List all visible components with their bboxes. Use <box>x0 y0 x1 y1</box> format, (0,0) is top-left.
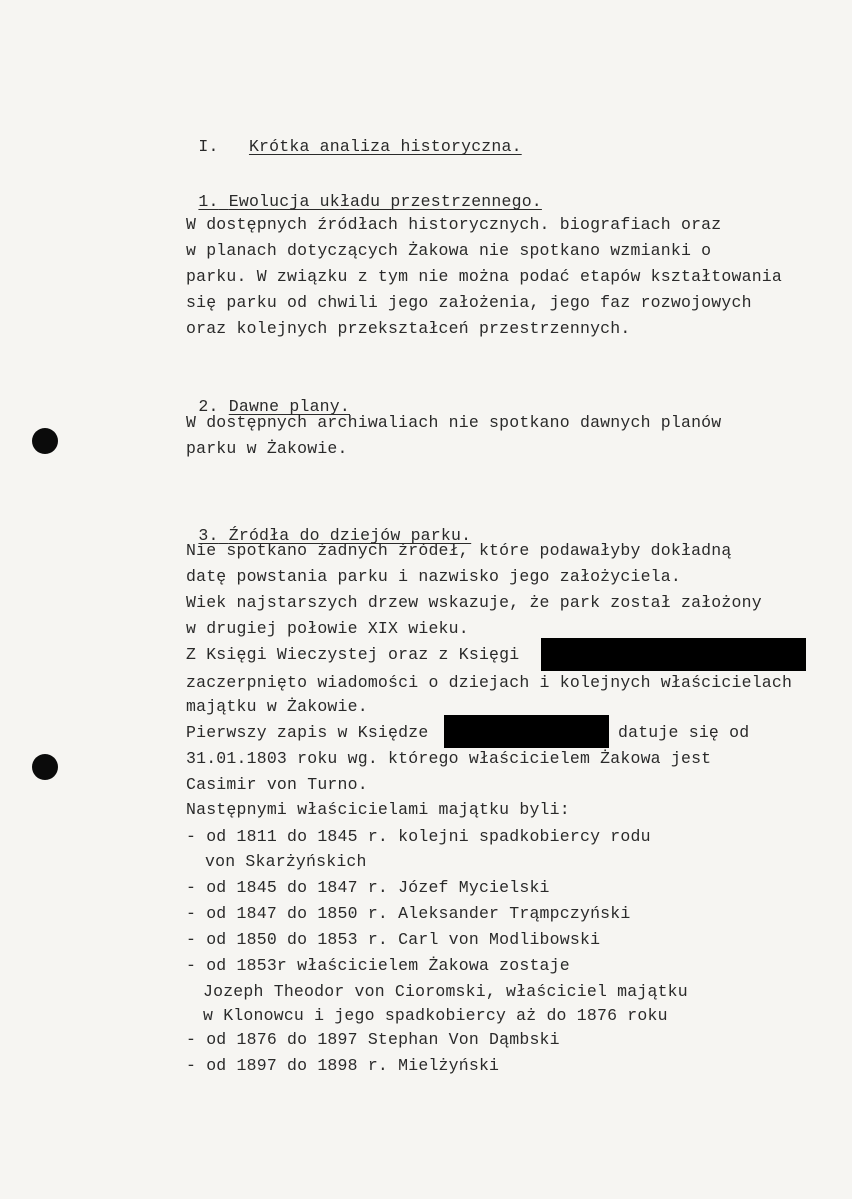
owner-list-item-2: - od 1845 do 1847 r. Józef Mycielski <box>186 878 550 897</box>
subsection-3-number: 3. <box>198 526 219 545</box>
s3-line-9: 31.01.1803 roku wg. którego właścicielem Żakowa jest <box>186 749 712 768</box>
section-number: I. <box>198 137 219 156</box>
s3-line-8a: Pierwszy zapis w Księdze <box>186 723 429 742</box>
s2-line-1: W dostępnych archiwaliach nie spotkano dawnych planów <box>186 413 722 432</box>
s3-line-5: Z Księgi Wieczystej oraz z Księgi <box>186 645 520 664</box>
s2-line-2: parku w Żakowie. <box>186 439 348 458</box>
owner-list-item-5-cont-2: w Klonowcu i jego spadkobiercy aż do 1876 roku <box>203 1006 668 1025</box>
owner-list-item-6: - od 1876 do 1897 Stephan Von Dąmbski <box>186 1030 560 1049</box>
s1-line-4: się parku od chwili jego założenia, jego faz rozwojowych <box>186 293 752 312</box>
owner-list-item-5-cont-1: Jozeph Theodor von Cioromski, właściciel majątku <box>203 982 688 1001</box>
section-title: Krótka analiza historyczna. <box>248 137 522 156</box>
redaction-box-2 <box>444 715 609 748</box>
s3-line-1: Nie spotkano żadnych źródeł, które podawałyby dokładną <box>186 541 732 560</box>
owner-list-item-1: - od 1811 do 1845 r. kolejni spadkobiercy rodu <box>186 827 651 846</box>
owner-list-item-3: - od 1847 do 1850 r. Aleksander Trąmpczyński <box>186 904 631 923</box>
subsection-3-title: Źródła do dziejów parku. <box>228 526 472 545</box>
s3-line-3: Wiek najstarszych drzew wskazuje, że park został założony <box>186 593 762 612</box>
binder-hole-bottom <box>32 754 58 780</box>
owner-list-item-5: - od 1853r właścicielem Żakowa zostaje <box>186 956 570 975</box>
s3-line-2: datę powstania parku i nazwisko jego założyciela. <box>186 567 681 586</box>
binder-hole-top <box>32 428 58 454</box>
subsection-2-number: 2. <box>198 397 219 416</box>
s3-line-6: zaczerpnięto wiadomości o dziejach i kolejnych właścicielach <box>186 673 793 692</box>
section-heading <box>158 117 522 177</box>
s1-line-2: w planach dotyczących Żakowa nie spotkano wzmianki o <box>186 241 712 260</box>
owner-list-item-4: - od 1850 do 1853 r. Carl von Modlibowski <box>186 930 601 949</box>
s3-line-10: Casimir von Turno. <box>186 775 368 794</box>
s1-line-3: parku. W związku z tym nie można podać etapów kształtowania <box>186 267 782 286</box>
owner-list-item-1-cont: von Skarżyńskich <box>205 852 367 871</box>
subsection-1-number: 1. <box>198 192 219 211</box>
s1-line-5: oraz kolejnych przekształceń przestrzennych. <box>186 319 631 338</box>
s3-line-4: w drugiej połowie XIX wieku. <box>186 619 469 638</box>
subsection-1-title: Ewolucja układu przestrzennego. <box>228 192 542 211</box>
s1-line-1: W dostępnych źródłach historycznych. biografiach oraz <box>186 215 722 234</box>
redaction-box-1 <box>541 638 806 671</box>
owner-list-item-7: - od 1897 do 1898 r. Mielżyński <box>186 1056 500 1075</box>
s3-line-11: Następnymi właścicielami majątku byli: <box>186 800 570 819</box>
subsection-2-title: Dawne plany. <box>228 397 350 416</box>
s3-line-8b: datuje się od <box>618 723 750 742</box>
s3-line-7: majątku w Żakowie. <box>186 697 368 716</box>
